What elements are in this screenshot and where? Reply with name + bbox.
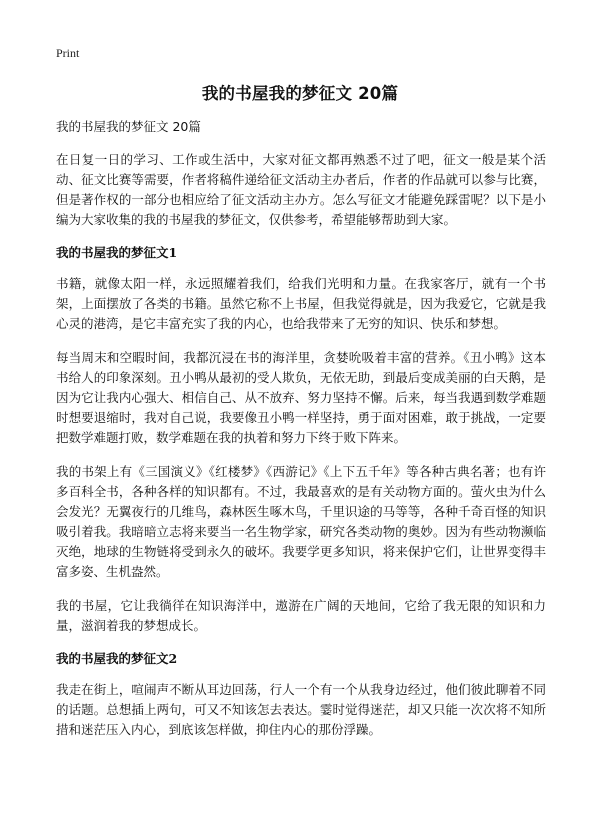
section-1-paragraph-3: 我的书架上有《三国演义》《红楼梦》《西游记》《上下五千年》等各种古典名著；也有许多百科全书，各种各样的知识都有。不过，我最喜欢的是有关动物方面的。萤火虫为什么会发光？无翼夜行的几维鸟，森林医生啄木鸟，千里识途的马等等，各种千奇百怪的知识吸引着我。我暗暗立志将来要当一名生物学家，研究各类动物的奥妙。因为有些动物濒临灭绝，地球的生物链将受到永久的破坏。我要学更多知识，将来保护它们，让世界变得丰富多姿、生机盎然。	[56, 464, 546, 579]
document-body	[56, 118, 546, 754]
section-heading-1: 我的书屋我的梦征文1	[56, 245, 178, 260]
document-subtitle: 我的书屋我的梦征文 20篇	[56, 119, 201, 134]
intro-paragraph: 在日复一日的学习、工作或生活中，大家对征文都再熟悉不过了吧，征文一般是某个活动、征文比赛等需要，作者将稿件递给征文活动主办者后，作者的作品就可以参与比赛，但是著作权的一部分也相应给了征文活动主办方。怎么写征文才能避免踩雷呢？以下是小编为大家收集的我的书屋我的梦征文，仅供参考，希望能够帮助到大家。	[56, 152, 546, 227]
print-label: Print	[56, 46, 80, 60]
section-2-paragraph-1: 我走在街上，喧闹声不断从耳边回荡，行人一个有一个从我身边经过，他们彼此聊着不同的话题。总想插上两句，可又不知该怎去表达。霎时觉得迷茫，却又只能一次次将不知所措和迷茫压入内心，到底该怎样做，抑住内心的那份浮躁。	[56, 682, 546, 737]
document-title: 我的书屋我的梦征文 20篇	[201, 84, 399, 103]
section-heading-2: 我的书屋我的梦征文2	[56, 651, 178, 666]
section-1-paragraph-2: 每当周末和空暇时间，我都沉浸在书的海洋里，贪婪吮吸着丰富的营养。《丑小鸭》这本书给人的印象深刻。丑小鸭从最初的受人欺负，无依无助，到最后变成美丽的白天鹅，是因为它让我内心强大、相信自己、从不放弃、努力坚持不懈。后来，每当我遇到数学难题时想要退缩时，我对自己说，我要像丑小鸭一样坚持，勇于面对困难，敢于挑战，一定要把数学难题打败，数学难题在我的执着和努力下终于败下阵来。	[56, 350, 546, 445]
section-1-paragraph-1: 书籍，就像太阳一样，永远照耀着我们，给我们光明和力量。在我家客厅，就有一个书架，上面摆放了各类的书籍。虽然它称不上书屋，但我觉得就是，因为我爱它，它就是我心灵的港湾，是它丰富充实了我的内心，也给我带来了无穷的知识、快乐和梦想。	[56, 276, 546, 331]
section-1-paragraph-4: 我的书屋，它让我徜徉在知识海洋中，遨游在广阔的天地间，它给了我无限的知识和力量，滋润着我的梦想成长。	[56, 598, 546, 633]
